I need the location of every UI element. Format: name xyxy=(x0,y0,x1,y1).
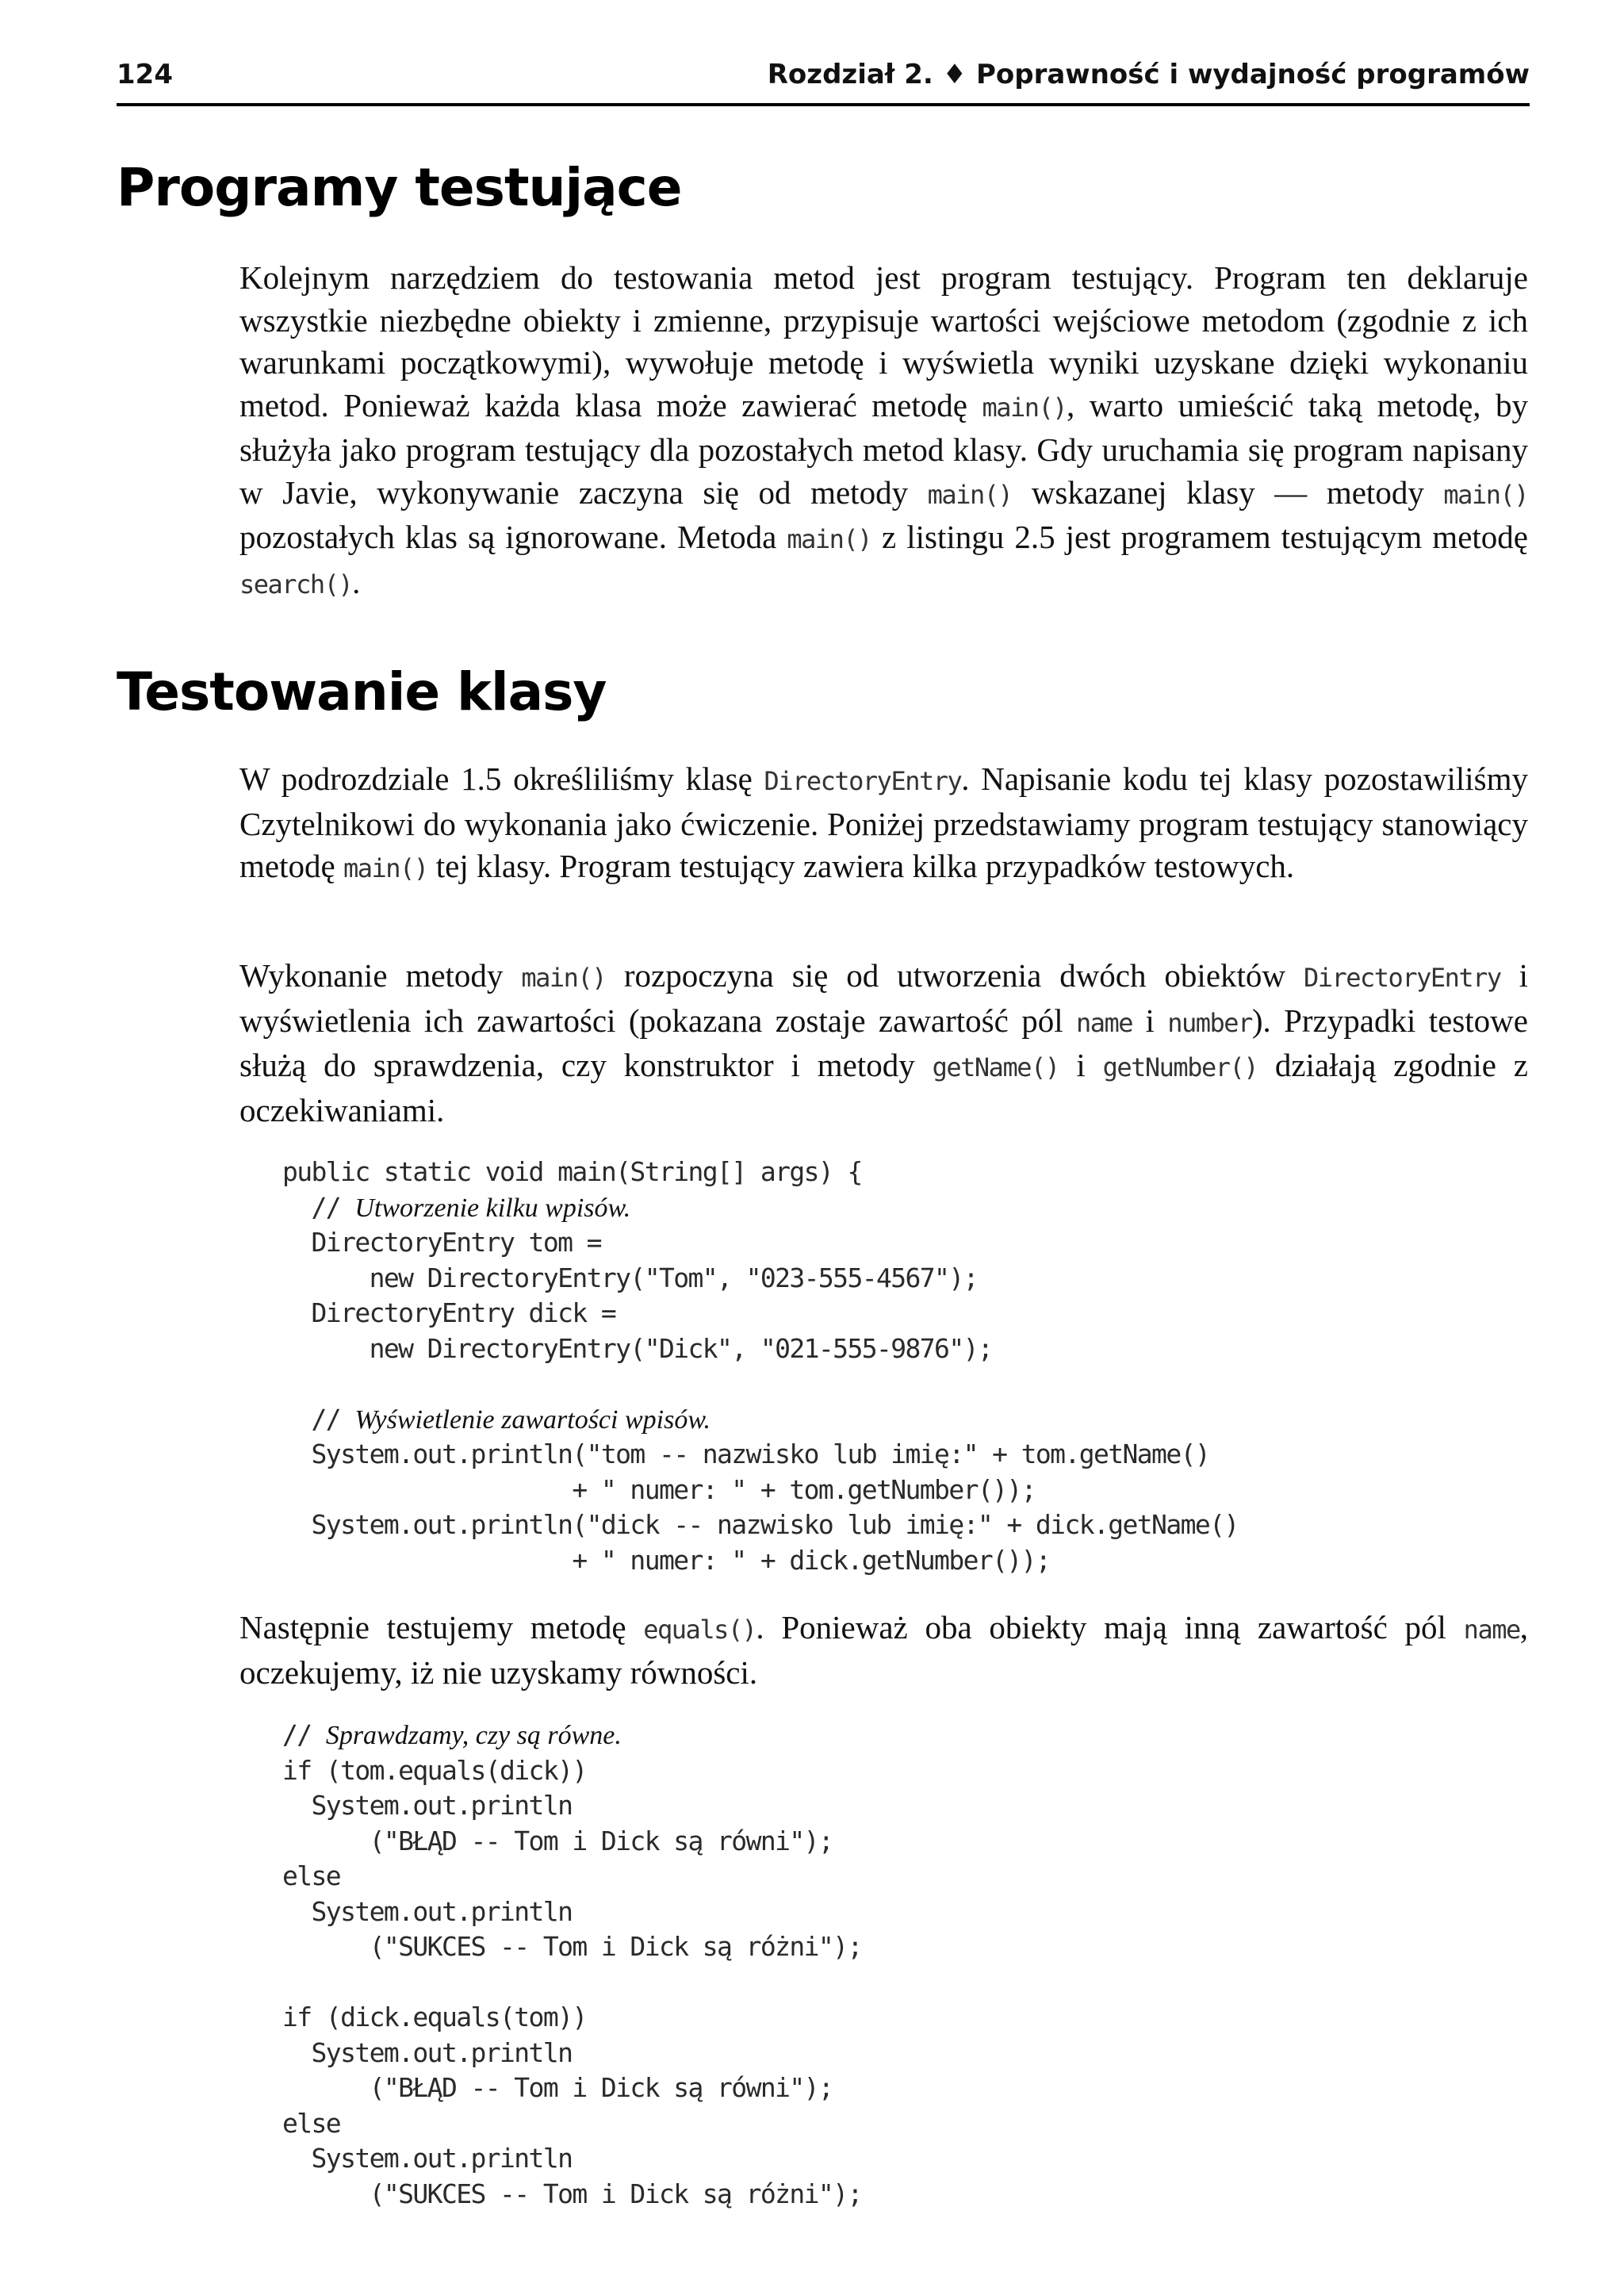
text-run: , oczekujemy, iż nie uzyskamy równości. xyxy=(239,1609,1528,1691)
inline-code: main() xyxy=(982,392,1067,423)
inline-code: main() xyxy=(1443,479,1528,510)
section-title-programy-testujace: Programy testujące xyxy=(117,157,682,218)
inline-code: getNumber() xyxy=(1102,1052,1258,1082)
code-comment: Utworzenie kilku wpisów. xyxy=(354,1193,631,1223)
text-run: ). Przypadki testowe służą do sprawdzenia, czy konstruktor i metody xyxy=(239,1002,1528,1083)
text-run: tej klasy. Program testujący zawiera kilka przypadków testowych. xyxy=(427,848,1295,884)
paragraph-test-programs xyxy=(239,257,1528,606)
running-title: Rozdział 2. ♦ Poprawność i wydajność programów xyxy=(767,59,1530,90)
inline-code: main() xyxy=(521,963,606,993)
paragraph-directory-entry-intro xyxy=(239,758,1528,891)
text-run: . Ponieważ oba obiekty mają inną zawartość pól xyxy=(756,1609,1464,1645)
text-run: W podrozdziale 1.5 określiliśmy klasę xyxy=(239,760,764,797)
comment-marker: // xyxy=(282,1403,355,1435)
code-line: DirectoryEntry tom = xyxy=(282,1227,601,1258)
code-line: else xyxy=(282,1860,341,1891)
text-run: i wyświetlenia ich zawartości (pokazana zostaje zawartość pól xyxy=(239,957,1528,1039)
code-line: System.out.println xyxy=(282,2143,573,2174)
code-line: else xyxy=(282,2107,341,2139)
text-run: i xyxy=(1132,1002,1168,1039)
inline-code: main() xyxy=(343,853,428,883)
inline-code: name xyxy=(1463,1615,1520,1645)
code-line: System.out.println xyxy=(282,2036,573,2068)
code-line: System.out.println("tom -- nazwisko lub imię:" + tom.getName() xyxy=(282,1439,1210,1469)
inline-code: main() xyxy=(787,524,871,554)
text-run: wskazanej klasy — metody xyxy=(1012,473,1444,511)
code-line: System.out.println xyxy=(282,1895,573,1927)
text-run: działają zgodnie z oczekiwaniami. xyxy=(239,1047,1528,1128)
comment-marker: // xyxy=(282,1191,355,1223)
text-run: pozostałych klas są ignorowane. Metoda xyxy=(239,519,787,555)
comment-marker: // xyxy=(282,1719,326,1750)
text-run: i xyxy=(1059,1047,1103,1083)
code-line: System.out.println("dick -- nazwisko lub imię:" + dick.getName() xyxy=(282,1509,1239,1540)
code-line: + " numer: " + tom.getNumber()); xyxy=(282,1473,1036,1505)
code-line: if (dick.equals(tom)) xyxy=(282,2002,587,2032)
text-run: , warto umieścić taką metodę, by służyła jako program testujący dla pozostałych metod klasy. Gdy uruchamia się program napisany w Javie, wykonywanie zaczyna się od metody xyxy=(239,386,1528,511)
paragraph-main-method-description xyxy=(239,955,1528,1132)
code-listing-equals xyxy=(282,1718,862,2212)
code-line xyxy=(282,1402,1239,1438)
code-line: DirectoryEntry dick = xyxy=(282,1297,616,1328)
code-line xyxy=(282,1718,862,1753)
code-line: ("BŁĄD -- Tom i Dick są równi"); xyxy=(282,2072,833,2103)
text-run: rozpoczyna się od utworzenia dwóch obiektów xyxy=(605,957,1304,994)
code-line xyxy=(282,1366,1239,1402)
page-header xyxy=(117,54,1530,106)
code-line xyxy=(282,1965,862,2001)
code-listing-main xyxy=(282,1155,1239,1578)
code-comment: Sprawdzamy, czy są równe. xyxy=(325,1721,622,1750)
text-run: Kolejnym narzędziem do testowania metod jest program testujący. Program ten deklaruje wszystkie niezbędne obiekty i zmienne, przypisuje wartości wejściowe metodom (zgodnie z ich warunkami początkowymi), wywołuje metodę i wyświetla wyniki uzyskane dzięki wykonaniu metod. Ponieważ każda klasa może zawierać metodę xyxy=(239,259,1528,423)
inline-code: name xyxy=(1076,1007,1133,1038)
text-run: . Napisanie kodu tej klasy pozostawiliśmy Czytelnikowi do wykonania jako ćwiczenie. Poniżej przedstawiamy program testujący stanowiący metodę xyxy=(239,760,1528,884)
inline-code: main() xyxy=(927,479,1013,510)
code-line: System.out.println xyxy=(282,1790,573,1821)
section-title-testowanie-klasy: Testowanie klasy xyxy=(117,661,607,722)
text-run: Następnie testujemy metodę xyxy=(239,1609,644,1645)
code-line: new DirectoryEntry("Dick", "021-555-9876"); xyxy=(282,1332,993,1364)
inline-code: DirectoryEntry xyxy=(764,766,962,796)
code-line xyxy=(282,1190,1239,1226)
inline-code: getName() xyxy=(932,1052,1059,1082)
code-line: + " numer: " + dick.getNumber()); xyxy=(282,1544,1051,1576)
code-line: public static void main(String[] args) { xyxy=(282,1156,862,1187)
page-number: 124 xyxy=(117,59,173,90)
inline-code: number xyxy=(1167,1007,1252,1038)
inline-code: DirectoryEntry xyxy=(1303,963,1501,993)
code-line: if (tom.equals(dick)) xyxy=(282,1754,587,1786)
inline-code: equals() xyxy=(643,1615,756,1645)
paragraph-equals-test xyxy=(239,1607,1528,1694)
inline-code: search() xyxy=(239,569,353,600)
code-line: ("BŁĄD -- Tom i Dick są równi"); xyxy=(282,1825,833,1856)
code-line: ("SUKCES -- Tom i Dick są różni"); xyxy=(282,1931,862,1962)
code-comment: Wyświetlenie zawartości wpisów. xyxy=(354,1404,710,1435)
text-run: . xyxy=(352,563,361,600)
code-line: ("SUKCES -- Tom i Dick są różni"); xyxy=(282,2178,862,2209)
text-run: Wykonanie metody xyxy=(239,957,522,994)
code-line: new DirectoryEntry("Tom", "023-555-4567"); xyxy=(282,1262,978,1293)
text-run: z listingu 2.5 jest programem testującym metodę xyxy=(871,519,1528,555)
